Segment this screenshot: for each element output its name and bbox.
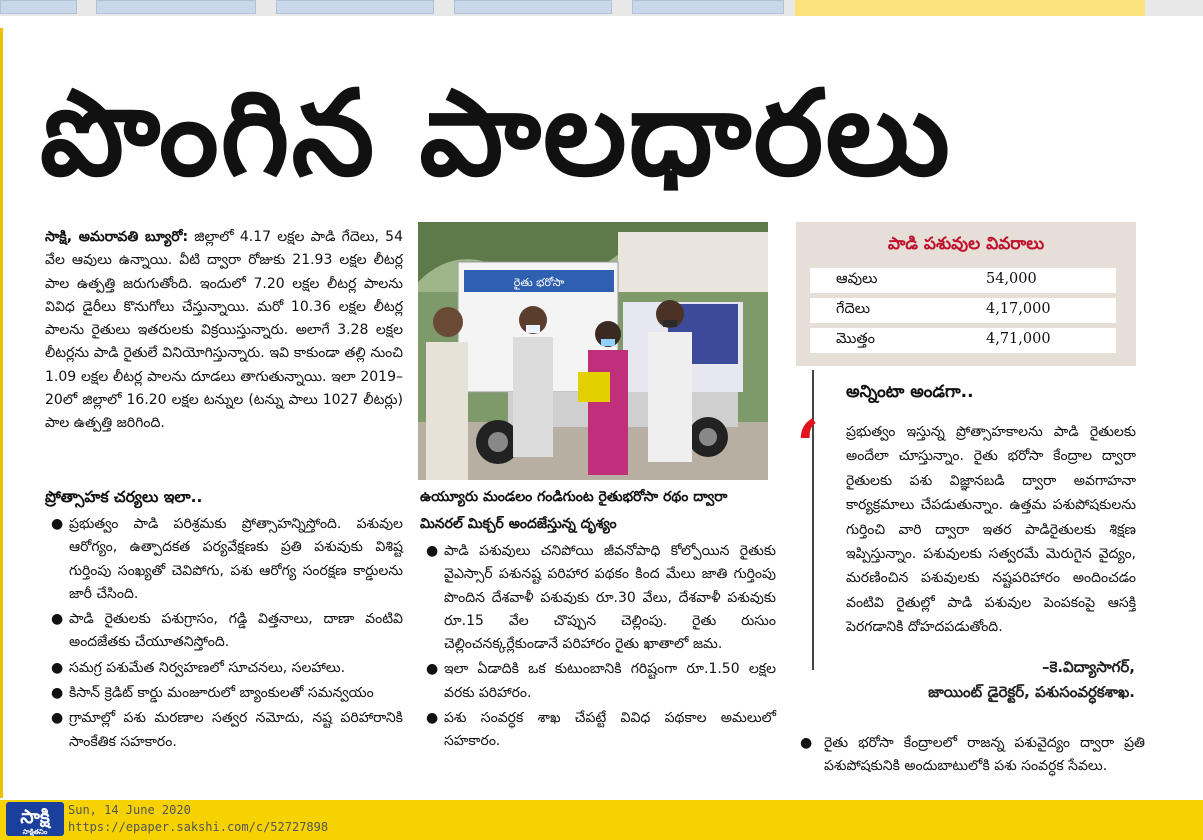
- list-item-text: కిసాన్ క్రెడిట్ కార్డు మంజూరులో బ్యాంకులతో సమన్వయం: [69, 685, 374, 702]
- list-item: [800, 732, 1145, 779]
- list-item-text: గ్రామాల్లో పశు మరణాల సత్వర నమోదు, నష్ట పరిహారానికి సాంకేతిక సహకారం.: [69, 710, 403, 750]
- bullet-icon: ●: [51, 516, 64, 532]
- compensation-list: [420, 540, 776, 756]
- table-row: [810, 298, 1116, 323]
- list-item: [45, 707, 403, 754]
- list-item-text: పాడి పశువులు చనిపోయి జీవనోపాధి కోల్పోయిన రైతుకు వైఎస్సార్ పశునష్ట పరిహార పథకం కింద మేలు జాతి గుర్తింపు పొందిన దేశవాళీ పశువుకు రూ.30 వేలు, దేశవాళీ పశువుకు రూ.15 వేల చొప్పున చెల్లింపు. రైతు రుసుం చెల్లించనక్కర్లేకుండానే పరిహారం రైతు ఖాతాలో జమ.: [444, 543, 776, 653]
- box-title: పాడి పశువుల వివరాలు: [887, 234, 1045, 254]
- row-value: 4,71,000: [986, 331, 1051, 347]
- list-item-text: సమగ్ర పశుమేత నిర్వహణలో సూచనలు, సలహాలు.: [69, 659, 346, 676]
- top-tab[interactable]: [96, 0, 256, 14]
- list-item: [420, 658, 776, 705]
- table-row: [810, 268, 1116, 293]
- intro-text: జిల్లాలో 4.17 లక్షల పాడి గేదెలు, 54 వేల ఆవులు ఉన్నాయి. వీటి ద్వారా రోజుకు 21.93 లక్షల లీటర్ల పాల ఉత్పత్తి జరుగుతోంది. ఇందులో 7.20 లక్షల లీటర్ల పాలను వివిధ డైరీలు కొనుగోలు చేస్తున్నాయి. మరో 10.36 లక్షల లీటర్ల పాలను రైతులు ఇతరులకు విక్రయిస్తున్నారు. అలాగే 3.28 లక్షల లీటర్లను పాడి రైతులే వినియోగిస్తున్నారు. ఇవి కాకుండా తల్లి నుంచి 1.09 లక్షల లీటర్ల పాలను దూడలు తాగుతున్నాయి. ఇలా 2019–20లో జిల్లాలో 16.20 లక్షల టన్నుల (టన్ను పాలు 1027 లీటర్లు) పాల ఉత్పత్తి జరిగింది.: [45, 229, 403, 432]
- top-navigation-strip: [0, 0, 1203, 16]
- logo-text: సాక్షి: [20, 806, 50, 828]
- bullet-icon: ●: [51, 685, 64, 702]
- bullet-icon: ●: [800, 735, 813, 751]
- top-tab[interactable]: [276, 0, 434, 14]
- photo-caption: ఉయ్యూరు మండలం గండిగుంట రైతుభరోసా రథం ద్వారా మినరల్ మిక్చర్ అందజేస్తున్న దృశ్యం: [420, 489, 728, 532]
- bullet-icon: ●: [51, 611, 64, 628]
- row-value: 4,17,000: [986, 301, 1051, 317]
- photo-illustration: [418, 222, 768, 480]
- edition-date: Sun, 14 June 2020: [68, 803, 191, 817]
- list-item-text: ఇలా ఏడాదికి ఒక కుటుంబానికి గరిష్టంగా రూ.1.50 లక్షల వరకు పరిహారం.: [444, 661, 776, 701]
- bullet-icon: ●: [51, 710, 64, 727]
- quote-heading: అన్నింటా అండగా..: [846, 382, 974, 402]
- masthead-strip: [795, 0, 1145, 16]
- list-item: [420, 707, 776, 754]
- list-item-text: రైతు భరోసా కేంద్రాలలో రాజన్న పశువైద్యం ద్వారా ప్రతి పశుపోషకునికి అందుబాటులోకి పశు సంవర్ధక సేవలు.: [824, 735, 1145, 775]
- list-item-text: ప్రభుత్వం పాడి పరిశ్రమకు ప్రోత్సాహన్నిస్తోంది. పశువుల ఆరోగ్యం, ఉత్పాదకత పర్యవేక్షణకు ప్రతి పశువుకు విశిష్ట గుర్తింపు సంఖ్యతో చెవిపోగు, పశు ఆరోగ్య సంరక్షణ కార్డులను జారీ చేసింది.: [69, 516, 403, 602]
- left-margin-rule: [0, 28, 3, 798]
- top-tab[interactable]: [454, 0, 612, 14]
- row-label: మొత్తం: [836, 331, 875, 347]
- intro-paragraph: [45, 226, 403, 436]
- logo-subtext: సాక్షితనిం: [22, 828, 48, 836]
- list-item-text: పాడి రైతులకు పశుగ్రాసం, గడ్డి విత్తనాలు, దాణా వంటివి అందజేతకు చేయూతనిస్తోంది.: [69, 611, 403, 651]
- source-url[interactable]: https://epaper.sakshi.com/c/52727898: [68, 820, 329, 834]
- livestock-details-box: [796, 222, 1136, 366]
- quote-author: –కె.విద్యాసాగర్,: [1042, 658, 1135, 676]
- bullet-icon: ●: [426, 710, 439, 727]
- incentives-list: [45, 513, 403, 756]
- dateline: సాక్షి, అమరావతి బ్యూరో:: [45, 229, 189, 245]
- list-item: [45, 513, 403, 606]
- list-item: [45, 682, 403, 705]
- row-value: 54,000: [986, 271, 1037, 287]
- vehicle-banner-text: రైతు భరోసా: [513, 276, 565, 289]
- incentives-heading: ప్రోత్సాహక చర్యలు ఇలా..: [45, 488, 203, 506]
- top-tab[interactable]: [632, 0, 784, 14]
- row-label: ఆవులు: [836, 271, 878, 287]
- news-photo: [418, 222, 768, 480]
- quote-text: ప్రభుత్వం ఇస్తున్న ప్రోత్సాహకాలను పాడి రైతులకు అందేలా చూస్తున్నాం. రైతు భరోసా కేంద్రాల ద్వారా రైతులకు పశు విజ్ఞానబడి ద్వారా అవగాహనా కార్యక్రమాలు చేపడుతున్నాం. ఉత్తమ పశుపోషకులను గుర్తించి వారి ద్వారా ఇతర పాడిరైతులకు శిక్షణ ఇప్పిస్తున్నాం. పశువులకు సత్వరమే మెరుగైన వైద్యం, మరణించిన పశువులకు నష్టపరిహారం అందించడం వంటివి రైతుల్లో పాడి పశువుల పెంపకంపై ఆసక్తి పెరగడానికి దోహదపడుతోంది.: [846, 424, 1136, 636]
- quote-mark-icon: ‘: [796, 406, 820, 486]
- list-item: [420, 540, 776, 656]
- row-label: గేదెలు: [836, 301, 870, 317]
- list-item-text: పశు సంవర్ధక శాఖ చేపట్టే వివిధ పథకాల అమలులో సహకారం.: [444, 710, 776, 750]
- list-item: [45, 657, 403, 680]
- sakshi-logo[interactable]: [6, 802, 64, 836]
- bullet-icon: ●: [426, 661, 439, 678]
- quote-designation: జాయింట్ డైరెక్టర్, పశుసంవర్ధకశాఖ.: [928, 683, 1135, 701]
- rbk-note-list: [800, 732, 1145, 781]
- top-tab[interactable]: [0, 0, 77, 14]
- bullet-icon: ●: [51, 659, 64, 676]
- headline: పొంగిన పాలధారలు: [40, 64, 952, 202]
- list-item: [45, 608, 403, 655]
- bullet-icon: ●: [426, 543, 439, 559]
- table-row: [810, 328, 1116, 353]
